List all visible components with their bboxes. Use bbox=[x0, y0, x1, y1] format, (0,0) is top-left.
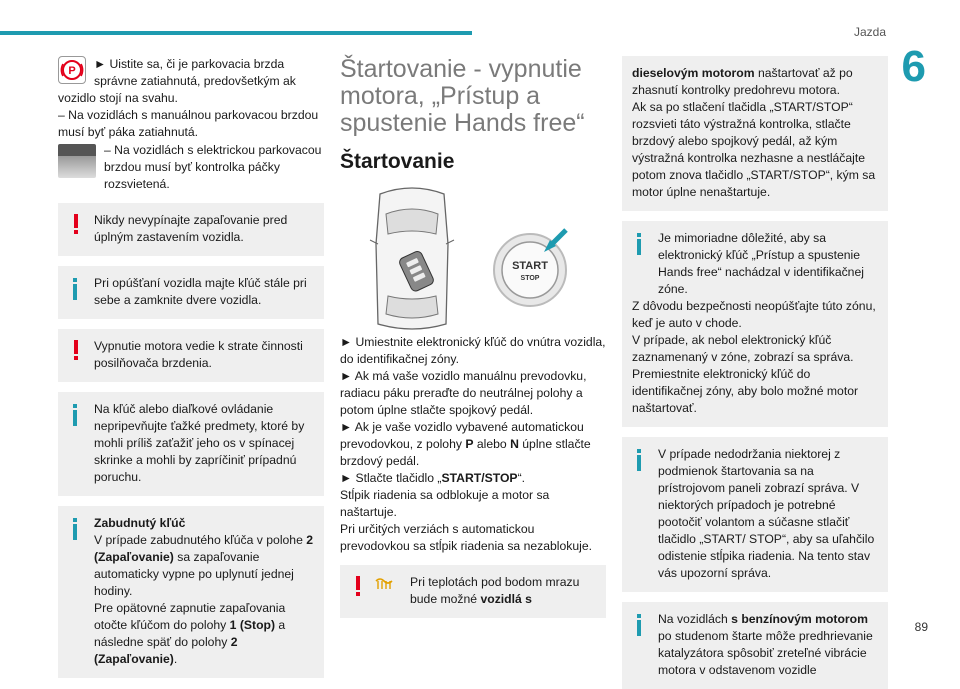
result-text: Stĺpik riadenia sa odblokuje a motor sa naštartuje. bbox=[340, 488, 550, 519]
stop-label: STOP bbox=[520, 275, 540, 282]
forgotten-key-part: sa zapaľovanie automaticky vypne po uplynutí jednej hodiny. bbox=[94, 550, 294, 598]
step-2: ► Ak má vaše vozidlo manuálnu prevodovku, radiacu páku preraďte do neutrálnej polohy a potom úplne stlačte spojkový pedál. bbox=[340, 369, 587, 417]
parking-brake-block bbox=[58, 56, 324, 193]
forgotten-key-part: V prípade zabudnutého kľúča v polohe bbox=[94, 533, 307, 547]
column-left bbox=[58, 56, 324, 678]
conditions-text: V prípade nedodržania niektorej z podmienok štartovania sa na prístrojovom paneli zobrazí správa. V niektorých prípadoch je potrebné pootočiť volantom a súčasne stlačiť tlačidlo „START/ STOP“, aby sa uľahčilo odistenie stĺpika riadenia. Na tento stav vás upozorní správa. bbox=[658, 447, 875, 580]
frost-text-part: Pri teplotách pod bodom mrazu bude možné bbox=[410, 575, 580, 606]
diesel-text bbox=[632, 65, 878, 99]
info-icon bbox=[70, 404, 80, 426]
frost-text-bold: vozidlá s bbox=[480, 592, 532, 606]
section-subtitle: Štartovanie bbox=[340, 150, 455, 173]
forgotten-key-text bbox=[68, 532, 314, 668]
identification-text-3: V prípade, ak nebol elektronický kľúč zaznamenaný v zóne, zobrazí sa správa. Premiestnite elektronický kľúč do identifikačnej zóny, aby bolo možné motor naštartovať. bbox=[632, 333, 859, 415]
step-3-part: alebo bbox=[473, 437, 511, 451]
forgotten-key-bold: 1 (Stop) bbox=[229, 618, 276, 632]
info-box-heavy-objects bbox=[58, 392, 324, 496]
page-number: 89 bbox=[914, 620, 928, 634]
petrol-part: po studenom štarte môže predhrievanie katalyzátora spôsobiť zreteľné vibrácie motora v odstavenom vozidle bbox=[658, 629, 873, 677]
header-accent-bar bbox=[0, 31, 472, 35]
step-1: ► Umiestnite elektronický kľúč do vnútra vozidla, do identifikačnej zóny. bbox=[340, 335, 606, 366]
info-icon bbox=[634, 233, 644, 255]
info-box-petrol bbox=[622, 602, 888, 689]
step-4-part: ► Stlačte tlačidlo „ bbox=[340, 471, 442, 485]
parking-brake-text-3: – Na vozidlách s elektrickou parkovacou brzdou musí byť kontrolka páčky rozsvietená. bbox=[104, 143, 322, 191]
warning-icon bbox=[68, 213, 84, 235]
warning-icon bbox=[350, 575, 366, 597]
info-icon bbox=[70, 278, 80, 300]
column-middle bbox=[340, 56, 606, 618]
step-3-part: ► Ak je vaše vozidlo vybavené automatickou prevodovkou, z polohy bbox=[340, 420, 584, 451]
gear-p: P bbox=[465, 437, 474, 451]
start-stop-bold: START/STOP bbox=[441, 471, 518, 485]
petrol-bold: s benzínovým motorom bbox=[731, 612, 868, 626]
petrol-text bbox=[632, 611, 878, 679]
gear-n: N bbox=[510, 437, 519, 451]
step-3 bbox=[340, 419, 606, 470]
chapter-number: 6 bbox=[901, 42, 926, 91]
forgotten-key-part: Pre opätovné zapnutie zapaľovania otočte kľúčom do polohy bbox=[94, 601, 286, 632]
forgotten-key-bold: 2 (Zapaľovanie) bbox=[94, 635, 238, 666]
section-title: Štartovanie - vypnutie motora, „Prístup a spustenie Hands free“ bbox=[340, 55, 585, 137]
parking-brake-text-2: – Na vozidlách s manuálnou parkovacou brzdou musí byť páka zatiahnutá. bbox=[58, 108, 319, 139]
start-illustration bbox=[340, 184, 606, 334]
parking-brake-icon bbox=[58, 56, 86, 84]
identification-text-2: Z dôvodu bezpečnosti neopúšťajte túto zónu, keď je auto v chode. bbox=[632, 299, 876, 330]
step-4 bbox=[340, 470, 606, 487]
warning-text-brake: Vypnutie motora vedie k strate činnosti posilňovača brzdenia. bbox=[94, 339, 303, 370]
warning-box-ignition bbox=[58, 203, 324, 256]
step-4-part: “. bbox=[517, 471, 526, 485]
diesel-part: naštartovať až po zhasnutí kontrolky predohrevu motora. bbox=[632, 66, 853, 97]
warning-box-brake bbox=[58, 329, 324, 382]
step-3-part: úplne stlačte brzdový pedál. bbox=[340, 437, 591, 468]
info-icon bbox=[634, 614, 644, 636]
auto-note: Pri určitých verziách s automatickou prevodovkou sa stĺpik riadenia sa nezablokuje. bbox=[340, 522, 593, 553]
car-key-illustration bbox=[340, 184, 606, 334]
start-label: START bbox=[512, 260, 548, 272]
parking-lever-icon bbox=[58, 144, 96, 178]
info-box-conditions bbox=[622, 437, 888, 592]
warning-text-ignition: Nikdy nevypínajte zapaľovanie pred úplným zastavením vozidla. bbox=[94, 213, 288, 244]
identification-text: Je mimoriadne dôležité, aby sa elektronický kľúč „Prístup a spustenie Hands free“ nachádzal v identifikačnej zóne. bbox=[658, 231, 864, 296]
info-box-forgotten-key bbox=[58, 506, 324, 678]
petrol-part: Na vozidlách bbox=[658, 612, 732, 626]
info-text-key: Pri opúšťaní vozidla majte kľúč stále pri sebe a zamknite dvere vozidla. bbox=[94, 276, 307, 307]
info-icon bbox=[70, 518, 80, 540]
svg-text:P: P bbox=[68, 65, 76, 77]
preheat-glow-icon bbox=[374, 577, 396, 591]
info-box-identification bbox=[622, 221, 888, 427]
forgotten-key-bold: 2 (Zapaľovanie) bbox=[94, 533, 314, 564]
diesel-text-2: Ak sa po stlačení tlačidla „START/STOP“ rozsvieti táto výstražná kontrolka, stlačte brzdový alebo spojkový pedál, až kým výstražná kontrolka nezhasne a nestláčajte potom znova tlačidlo „START/STOP“, kým sa motor úplne nenaštartuje. bbox=[632, 100, 876, 199]
forgotten-key-part: . bbox=[173, 652, 178, 666]
diesel-bold: dieselovým motorom bbox=[632, 66, 755, 80]
info-text-heavy-objects: Na kľúč alebo diaľkové ovládanie nepripevňujte ťažké predmety, ktoré by mohli príliš zaťažiť jeho os v spínacej skrinke a mohli by zapríčiniť prípadnú poruchu. bbox=[94, 402, 305, 484]
warning-box-frost bbox=[340, 565, 606, 618]
warning-icon bbox=[68, 339, 84, 361]
forgotten-key-part: a následne späť do polohy bbox=[94, 618, 286, 649]
column-right bbox=[622, 56, 888, 689]
page-section-title: Jazda bbox=[853, 25, 886, 39]
forgotten-key-title: Zabudnutý kľúč bbox=[94, 516, 186, 530]
parking-brake-text-1: ► Uistite sa, či je parkovacia brzda správne zatiahnutá, predovšetkým ak vozidlo stojí na svahu. bbox=[58, 57, 296, 105]
diesel-box bbox=[622, 56, 888, 211]
info-icon bbox=[634, 449, 644, 471]
info-box-key bbox=[58, 266, 324, 319]
